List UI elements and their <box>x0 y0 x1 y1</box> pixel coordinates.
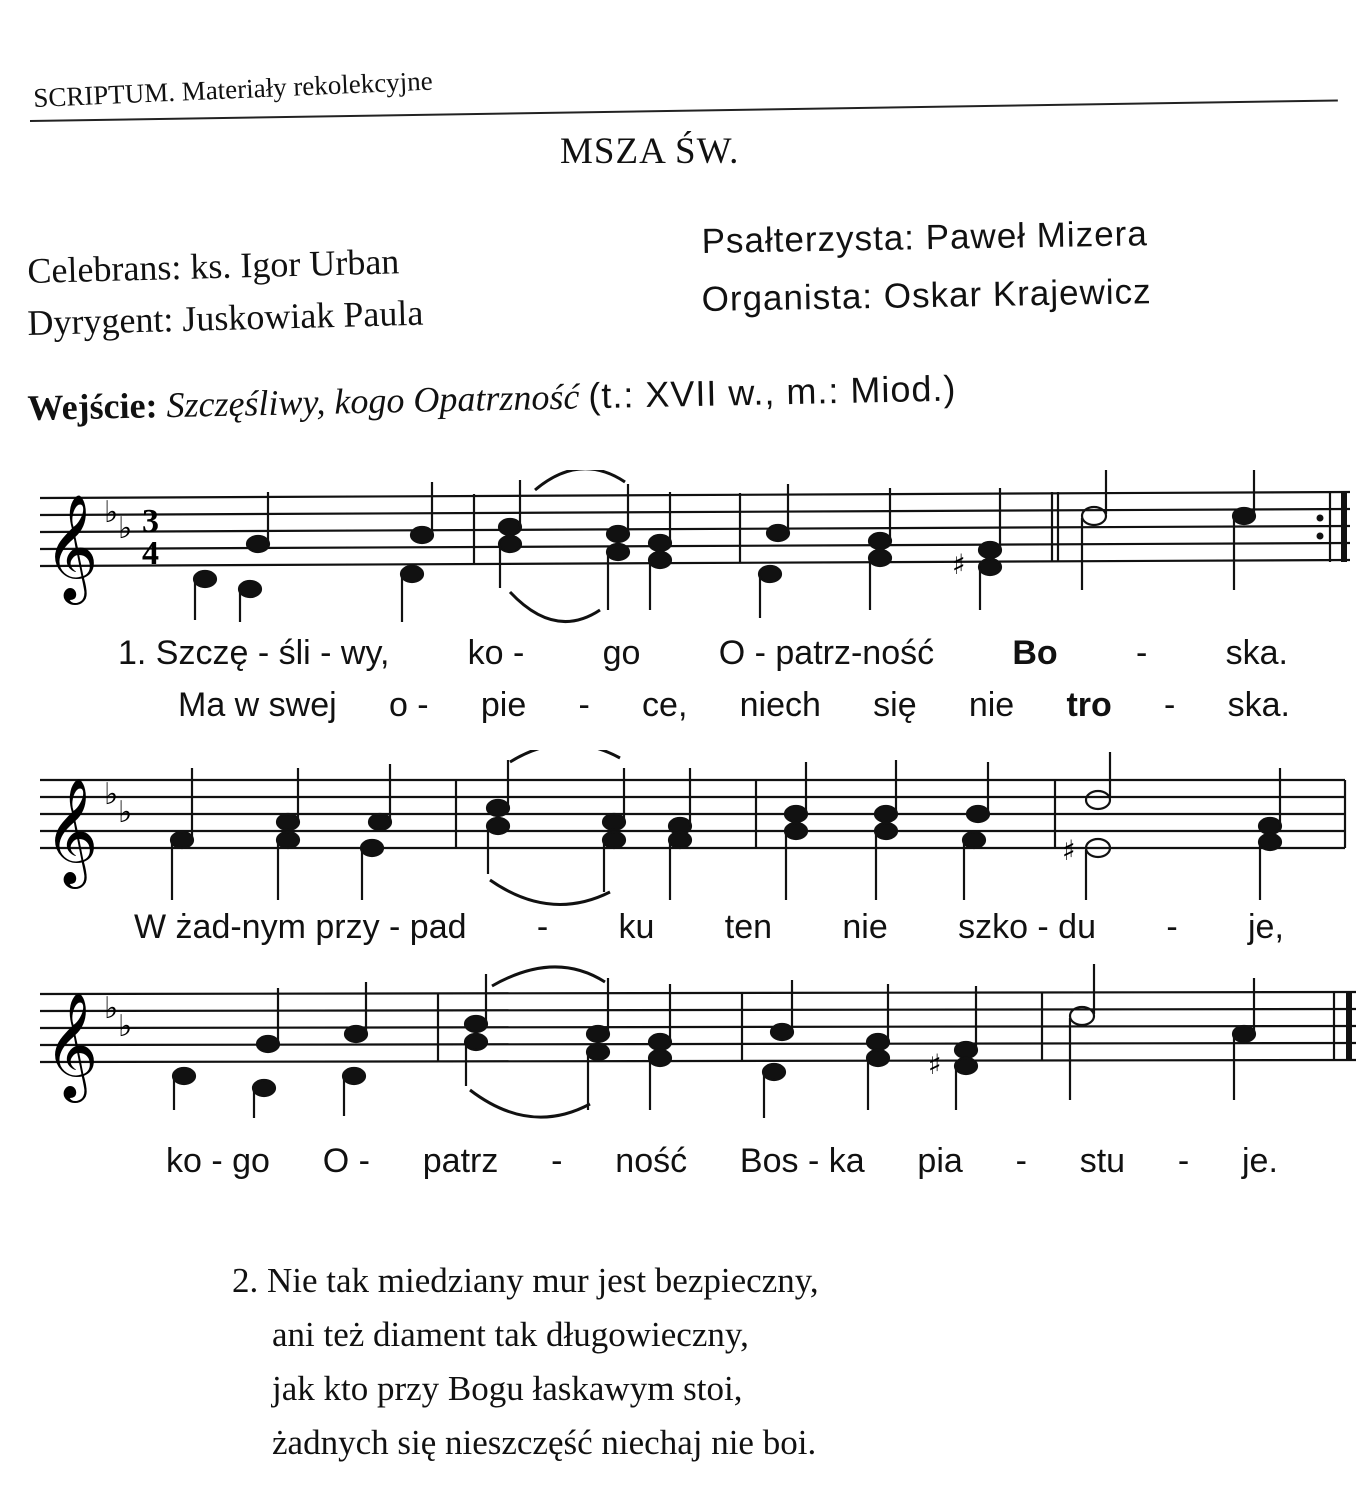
lyric-syllable: tro <box>1066 686 1112 724</box>
lyric-syllable: nie <box>842 908 888 946</box>
flat-sign-icon: ♭ <box>118 1009 133 1044</box>
notes <box>173 964 1255 1118</box>
time-signature-top: 3 <box>142 503 159 540</box>
lyric-syllable: ce, <box>642 686 688 724</box>
flat-sign-icon: ♭ <box>118 795 133 830</box>
lyric-syllable: - <box>1015 1142 1027 1180</box>
repeat-dot <box>1317 533 1324 540</box>
celebrans-label: Celebrans: <box>26 246 182 292</box>
dyrygent-label: Dyrygent: <box>26 299 174 344</box>
slur-bottom <box>470 1090 590 1117</box>
staff-system-3 <box>0 960 1368 1120</box>
lyric-syllable: Bos - ka <box>739 1142 865 1180</box>
staff-lines <box>40 780 1345 848</box>
lyric-syllable: go <box>602 634 641 672</box>
lyric-syllable: O - patrz-ność <box>718 634 935 672</box>
treble-clef-icon: 𝄞 <box>44 991 99 1098</box>
lyric-syllable: stu <box>1079 1142 1126 1180</box>
lyrics-line-1b <box>178 686 1290 725</box>
lyric-syllable: patrz <box>422 1142 499 1180</box>
lyrics-line-3 <box>166 1142 1278 1181</box>
dyrygent-name: Juskowiak Paula <box>181 292 424 339</box>
staff-lines <box>40 992 1356 1062</box>
notes <box>171 752 1281 900</box>
lyric-syllable: o - <box>388 686 429 724</box>
lyric-syllable: pie <box>480 686 527 724</box>
page-title: MSZA ŚW. <box>560 131 740 172</box>
lyric-syllable: - <box>1166 908 1178 946</box>
lyric-syllable: ko - <box>467 634 525 672</box>
flat-sign-icon: ♭ <box>104 495 119 530</box>
organista-line: Organista: Oskar Krajewicz <box>701 272 1152 320</box>
lyric-syllable: ska. <box>1227 686 1290 724</box>
staff-lines <box>40 492 1350 566</box>
lyric-syllable: szko - du <box>958 908 1097 946</box>
lyric-syllable: nie <box>968 686 1015 724</box>
lyric-syllable: O - <box>322 1142 370 1180</box>
entrance-source: (t.: XVII w., m.: Miod.) <box>587 367 957 417</box>
lyric-syllable: - <box>1164 686 1176 724</box>
lyric-syllable: niech <box>739 686 821 724</box>
dyrygent-line <box>27 292 424 344</box>
entrance-song-title: Szczęśliwy, kogo Opatrzność <box>166 376 580 426</box>
lyric-syllable: Bo <box>1012 634 1058 672</box>
lyric-syllable: ten <box>724 908 773 946</box>
lyric-syllable: ność <box>615 1142 688 1180</box>
slur-top <box>492 967 605 986</box>
verse-line: jak kto przy Bogu łaskawym stoi, <box>272 1369 743 1408</box>
psalterzysta-line: Psałterzysta: Paweł Mizera <box>701 214 1149 262</box>
time-signature-bottom: 4 <box>142 535 159 572</box>
sharp-sign-icon: ♯ <box>928 1048 942 1081</box>
staff-system-2 <box>0 750 1368 910</box>
lyric-syllable: - <box>1135 634 1148 672</box>
lyric-syllable: W żad-nym przy - pad <box>134 908 467 946</box>
slur-bottom <box>510 592 600 622</box>
verse-line: żadnych się nieszczęść niechaj nie boi. <box>272 1423 817 1462</box>
celebrans-name: ks. Igor Urban <box>189 241 400 287</box>
sharp-sign-icon: ♯ <box>952 548 966 581</box>
slur-top <box>510 750 620 762</box>
lyrics-line-2 <box>134 908 1284 947</box>
treble-clef-icon: 𝄞 <box>44 777 99 884</box>
lyric-syllable: - <box>536 908 549 946</box>
flat-sign-icon: ♭ <box>104 777 119 812</box>
verse-line: 2. Nie tak miedziany mur jest bezpieczny, <box>232 1261 819 1300</box>
treble-clef-icon: 𝄞 <box>44 493 99 600</box>
flat-sign-icon: ♭ <box>118 511 133 546</box>
verse-line: ani też diament tak długowieczny, <box>272 1315 749 1354</box>
verse-2 <box>232 1254 819 1470</box>
lyric-syllable: ko - go <box>166 1142 270 1180</box>
slur-bottom <box>490 880 610 905</box>
lyric-syllable: 1. Szczę - śli - wy, <box>118 634 390 672</box>
lyric-syllable: - <box>551 1142 563 1180</box>
entrance-heading <box>27 368 957 429</box>
lyrics-line-1a <box>118 634 1288 673</box>
lyric-syllable: ska. <box>1225 634 1288 672</box>
staff-system-1 <box>0 470 1368 630</box>
lyric-syllable: je, <box>1248 908 1284 946</box>
lyric-syllable: - <box>1177 1142 1190 1180</box>
entrance-label: Wejście: <box>27 385 158 429</box>
repeat-dot <box>1317 515 1324 522</box>
publication-header: SCRIPTUM. Materiały rekolekcyjne <box>32 65 434 114</box>
lyric-syllable: je. <box>1242 1142 1278 1180</box>
slur-top <box>535 470 625 490</box>
lyric-syllable: się <box>873 686 917 724</box>
lyric-syllable: ku <box>618 908 655 946</box>
flat-sign-icon: ♭ <box>104 991 119 1026</box>
lyric-syllable: pia <box>917 1142 963 1180</box>
sharp-sign-icon: ♯ <box>1062 834 1076 867</box>
lyric-syllable: - <box>578 686 590 724</box>
celebrans-line <box>27 240 400 292</box>
lyric-syllable: Ma w swej <box>178 686 337 724</box>
